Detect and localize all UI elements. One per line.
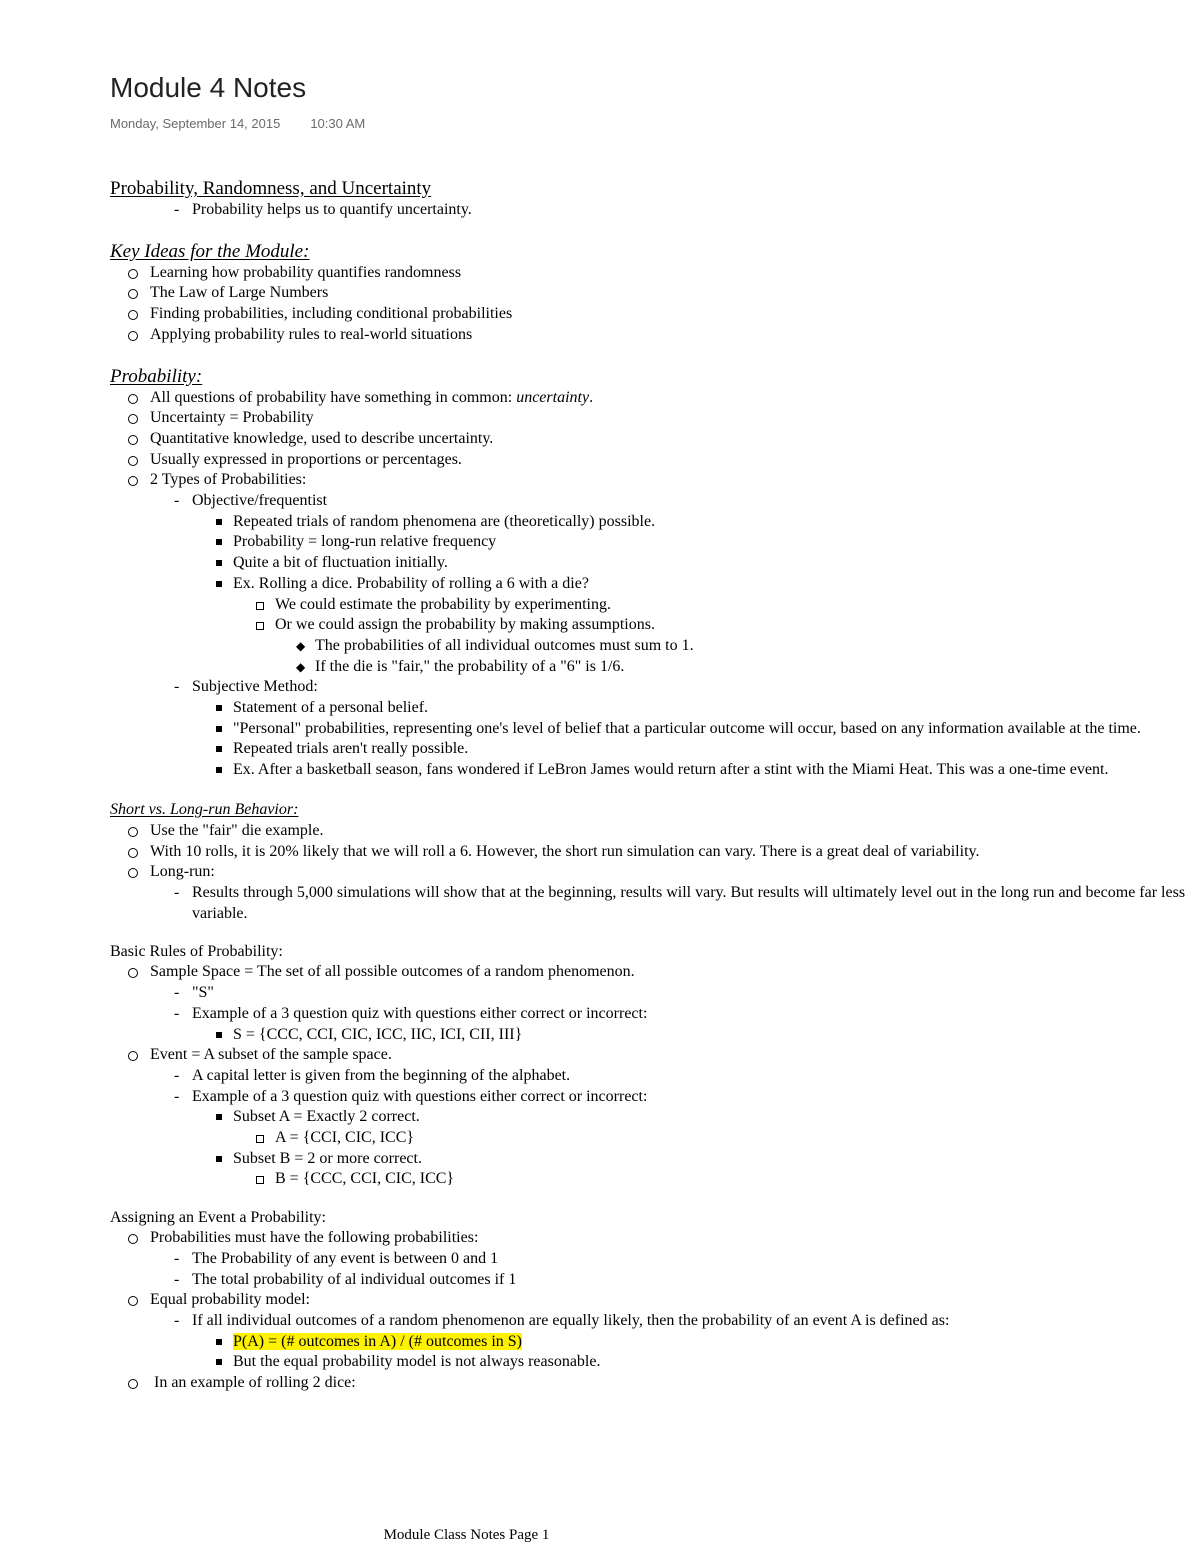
list-prob-randomness [110, 200, 1190, 221]
open-square-bullet [256, 602, 264, 610]
dash-bullet: - [174, 984, 180, 1002]
list-item: Repeated trials aren't really possible. [110, 739, 1190, 760]
dash-bullet: - [174, 678, 180, 696]
square-bullet [216, 581, 222, 587]
list-item: Sample Space = The set of all possible outcomes of a random phenomenon. [110, 962, 1190, 983]
list-item: All questions of probability have something in common: uncertainty. [110, 388, 1190, 409]
list-item: - Example of a 3 question quiz with questions either correct or incorrect: [110, 1004, 1190, 1025]
square-bullet [216, 1339, 222, 1345]
list-item: S = {CCC, CCI, CIC, ICC, IIC, ICI, CII, III} [110, 1025, 1190, 1046]
list-item: Subset B = 2 or more correct. [110, 1149, 1190, 1170]
list-item: ◆ The probabilities of all individual outcomes must sum to 1. [110, 636, 1190, 657]
list-item: Event = A subset of the sample space. [110, 1045, 1190, 1066]
circle-bullet [128, 456, 138, 466]
list-item: Probability = long-run relative frequency [110, 532, 1190, 553]
heading-assigning-event: Assigning an Event a Probability: [110, 1209, 326, 1227]
list-item: Applying probability rules to real-world situations [110, 325, 1190, 346]
list-basic-rules [110, 962, 1190, 1190]
dash-bullet: - [174, 883, 180, 901]
circle-bullet [128, 435, 138, 445]
list-item: We could estimate the probability by experimenting. [110, 595, 1190, 616]
dash-bullet: - [174, 201, 180, 218]
circle-bullet [128, 827, 138, 837]
dash-bullet: - [174, 1249, 180, 1267]
dash-bullet: - [174, 1311, 180, 1329]
list-item: But the equal probability model is not always reasonable. [110, 1352, 1190, 1373]
list-item: - Example of a 3 question quiz with questions either correct or incorrect: [110, 1087, 1190, 1108]
square-bullet [216, 746, 222, 752]
square-bullet [216, 560, 222, 566]
square-bullet [216, 1359, 222, 1365]
circle-bullet [128, 310, 138, 320]
page-time: 10:30 AM [310, 116, 366, 131]
dash-bullet: - [174, 1087, 180, 1105]
list-item: Or we could assign the probability by making assumptions. [110, 615, 1190, 636]
circle-bullet [128, 331, 138, 341]
square-bullet [216, 705, 222, 711]
list-item: Ex. After a basketball season, fans wondered if LeBron James would return after a stint with the Miami Heat. This was a one-time event. [110, 760, 1190, 781]
list-item: Long-run: [110, 862, 1190, 883]
list-item: Learning how probability quantifies randomness [110, 263, 1190, 284]
heading-probability: Probability: [110, 365, 203, 387]
circle-bullet [128, 1379, 138, 1389]
list-key-ideas [110, 263, 1190, 346]
circle-bullet [128, 394, 138, 404]
list-item: Statement of a personal belief. [110, 698, 1190, 719]
open-square-bullet [256, 622, 264, 630]
list-item: 2 Types of Probabilities: [110, 470, 1190, 491]
list-item [110, 1332, 1190, 1353]
page-meta [110, 116, 365, 131]
square-bullet [216, 539, 222, 545]
circle-bullet [128, 289, 138, 299]
dash-bullet: - [174, 1066, 180, 1084]
list-item: - The total probability of al individual outcomes if 1 [110, 1270, 1190, 1291]
list-short-long-run [110, 821, 1190, 925]
circle-bullet [128, 269, 138, 279]
heading-short-long-run: Short vs. Long-run Behavior: [110, 800, 299, 818]
circle-bullet [128, 1234, 138, 1244]
square-bullet [216, 519, 222, 525]
list-item: A = {CCI, CIC, ICC} [110, 1128, 1190, 1149]
list-item: - If all individual outcomes of a random phenomenon are equally likely, then the probability of an event A is defined as: [110, 1311, 1190, 1332]
square-bullet [216, 726, 222, 732]
list-item: Quantitative knowledge, used to describe uncertainty. [110, 429, 1190, 450]
list-item: Usually expressed in proportions or percentages. [110, 450, 1190, 471]
circle-bullet [128, 414, 138, 424]
list-item: Repeated trials of random phenomena are (theoretically) possible. [110, 512, 1190, 533]
list-item: With 10 rolls, it is 20% likely that we will roll a 6. However, the short run simulation can vary. There is a great deal of variability. [110, 842, 1190, 863]
open-square-bullet [256, 1135, 264, 1143]
open-square-bullet [256, 1176, 264, 1184]
square-bullet [216, 1114, 222, 1120]
square-bullet [216, 1032, 222, 1038]
list-item: ◆ If the die is "fair," the probability of a "6" is 1/6. [110, 657, 1190, 678]
list-probability [110, 388, 1190, 781]
circle-bullet [128, 476, 138, 486]
list-item: Equal probability model: [110, 1290, 1190, 1311]
dash-bullet: - [174, 1004, 180, 1022]
highlighted-formula: P(A) = (# outcomes in A) / (# outcomes in S) [233, 1332, 522, 1350]
diamond-bullet: ◆ [296, 659, 306, 674]
square-bullet [216, 1156, 222, 1162]
list-assigning-event [110, 1228, 1190, 1394]
list-item: - Subjective Method: [110, 677, 1190, 698]
list-item: Subset A = Exactly 2 correct. [110, 1107, 1190, 1128]
list-item: - Objective/frequentist [110, 491, 1190, 512]
list-item: - Results through 5,000 simulations will show that at the beginning, results will vary. But results will ultimately level out in the long run and become far less variable. [174, 883, 1186, 922]
page-footer: Module Class Notes Page 1 [383, 1527, 550, 1543]
list-item: Finding probabilities, including conditional probabilities [110, 304, 1190, 325]
list-item: "Personal" probabilities, representing one's level of belief that a particular outcome will occur, based on any information available at the time. [110, 719, 1190, 740]
list-item: Ex. Rolling a dice. Probability of rolling a 6 with a die? [110, 574, 1190, 595]
page-date: Monday, September 14, 2015 [110, 116, 281, 131]
circle-bullet [128, 848, 138, 858]
page-title: Module 4 Notes [110, 72, 307, 103]
list-item: Probabilities must have the following probabilities: [110, 1228, 1190, 1249]
list-item: - A capital letter is given from the beginning of the alphabet. [110, 1066, 1190, 1087]
list-item: - The Probability of any event is between 0 and 1 [110, 1249, 1190, 1270]
circle-bullet [128, 868, 138, 878]
list-item: The Law of Large Numbers [110, 283, 1190, 304]
circle-bullet [128, 968, 138, 978]
square-bullet [216, 767, 222, 773]
list-item: In an example of rolling 2 dice: [110, 1373, 1190, 1394]
dash-bullet: - [174, 492, 180, 510]
circle-bullet [128, 1051, 138, 1061]
list-item: - Probability helps us to quantify uncertainty. [110, 200, 1190, 221]
dash-bullet: - [174, 1270, 180, 1288]
diamond-bullet: ◆ [296, 638, 306, 653]
heading-basic-rules: Basic Rules of Probability: [110, 943, 283, 961]
list-item: Quite a bit of fluctuation initially. [110, 553, 1190, 574]
heading-prob-randomness: Probability, Randomness, and Uncertainty [110, 178, 432, 199]
list-item: B = {CCC, CCI, CIC, ICC} [110, 1169, 1190, 1190]
list-item: Uncertainty = Probability [110, 408, 1190, 429]
list-item: Use the "fair" die example. [110, 821, 1190, 842]
heading-key-ideas: Key Ideas for the Module: [110, 240, 310, 262]
note-body [110, 178, 1190, 1394]
circle-bullet [128, 1296, 138, 1306]
list-item: - "S" [110, 983, 1190, 1004]
